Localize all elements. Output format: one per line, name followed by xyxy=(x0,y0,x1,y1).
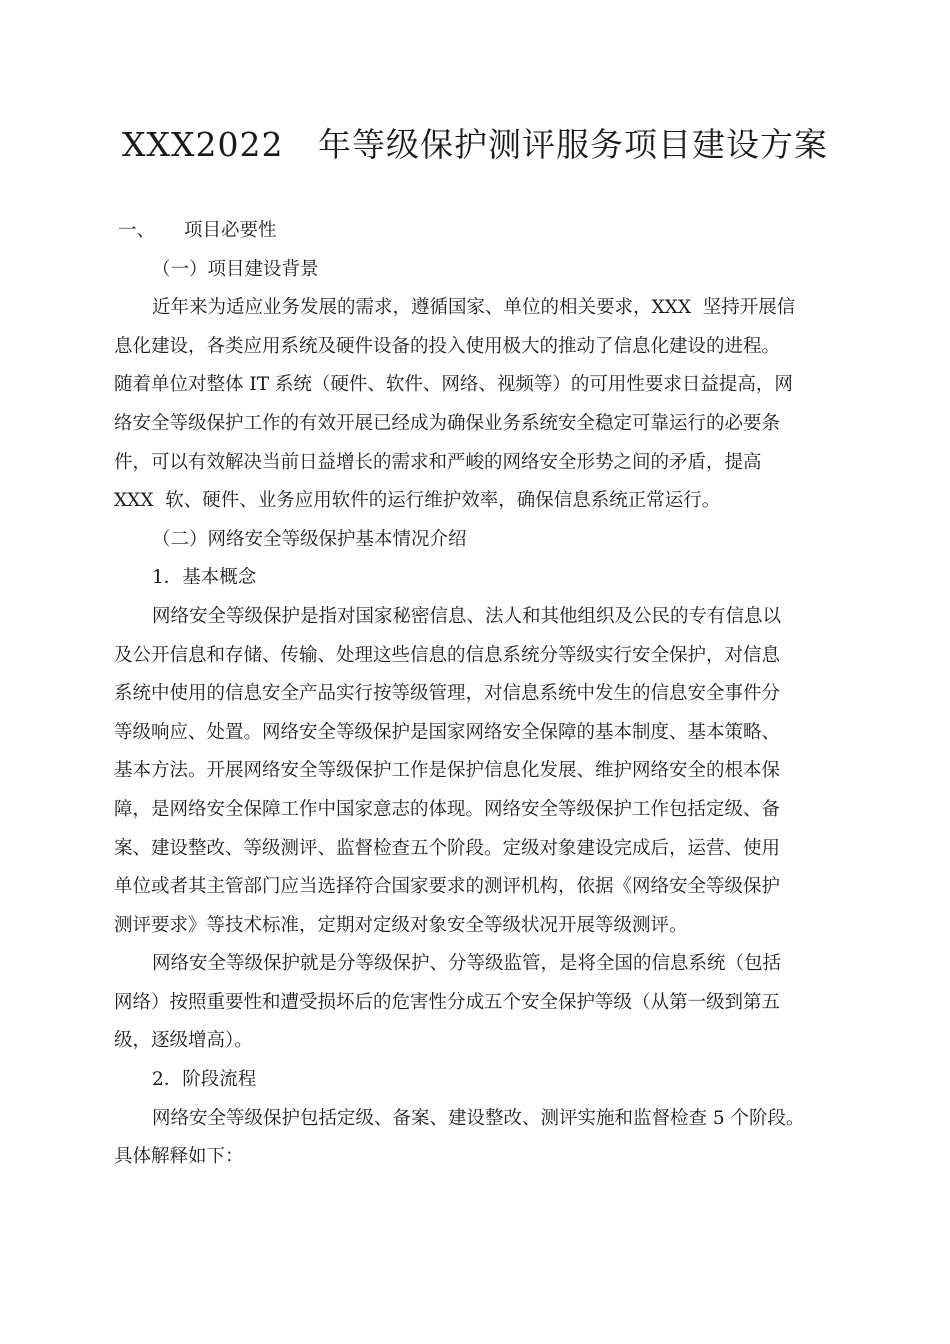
section-title: 项目必要性 xyxy=(184,220,277,241)
paragraph-line: 等级响应、处置。网络安全等级保护是国家网络安全保障的基本制度、基本策略、 xyxy=(114,721,781,743)
paragraph-line: 网络安全等级保护是指对国家秘密信息、法人和其他组织及公民的专有信息以 xyxy=(152,605,782,627)
item-heading-2: 2．阶段流程 xyxy=(152,1069,257,1091)
paragraph-line: 息化建设，各类应用系统及硬件设备的投入使用极大的推动了信息化建设的进程。 xyxy=(114,335,781,357)
paragraph-line: 障，是网络安全保障工作中国家意志的体现。网络安全等级保护工作包括定级、备 xyxy=(114,798,781,820)
paragraph-line: 系统中使用的信息安全产品实行按等级管理，对信息系统中发生的信息安全事件分 xyxy=(114,683,781,705)
paragraph-line: 随着单位对整体 IT 系统（硬件、软件、网络、视频等）的可用性要求日益提高，网 xyxy=(114,374,793,396)
item-heading-1: 1．基本概念 xyxy=(152,567,257,589)
paragraph-background xyxy=(114,289,824,521)
subsection-heading-1: （一）项目建设背景 xyxy=(152,258,319,280)
paragraph-line: 网络安全等级保护就是分等级保护、分等级监管，是将全国的信息系统（包括 xyxy=(152,953,782,975)
paragraph-line: 网络安全等级保护包括定级、备案、建设整改、测评实施和监督检查 5 个阶段。 xyxy=(152,1107,805,1129)
paragraph-stages xyxy=(114,1100,824,1177)
section-heading-1 xyxy=(114,212,824,251)
paragraph-line: 网络）按照重要性和遭受损坏后的危害性分成五个安全保护等级（从第一级到第五 xyxy=(114,991,781,1013)
paragraph-line: XXX 软、硬件、业务应用软件的运行维护效率，确保信息系统正常运行。 xyxy=(114,490,721,512)
paragraph-concept-2 xyxy=(114,945,824,1061)
subsection-heading-2: （二）网络安全等级保护基本情况介绍 xyxy=(152,528,467,550)
paragraph-line: 测评要求》等技术标准，定期对定级对象安全等级状况开展等级测评。 xyxy=(114,914,688,936)
paragraph-line: 近年来为适应业务发展的需求，遵循国家、单位的相关要求，XXX 坚持开展信 xyxy=(152,297,796,319)
paragraph-line: 及公开信息和存储、传输、处理这些信息的信息系统分等级实行安全保护，对信息 xyxy=(114,644,781,666)
document-title: XXX2022 年等级保护测评服务项目建设方案 xyxy=(122,125,828,164)
paragraph-line: 基本方法。开展网络安全等级保护工作是保护信息化发展、维护网络安全的根本保 xyxy=(114,760,781,782)
paragraph-line: 件，可以有效解决当前日益增长的需求和严峻的网络安全形势之间的矛盾，提高 xyxy=(114,451,762,473)
paragraph-line: 单位或者其主管部门应当选择符合国家要求的测评机构，依据《网络安全等级保护 xyxy=(114,876,781,898)
paragraph-line: 具体解释如下： xyxy=(114,1146,244,1168)
section-number: 一、 xyxy=(118,220,156,241)
paragraph-line: 案、建设整改、等级测评、监督检查五个阶段。定级对象建设完成后，运营、使用 xyxy=(114,837,781,859)
paragraph-concept-1 xyxy=(114,598,824,945)
paragraph-line: 络安全等级保护工作的有效开展已经成为确保业务系统安全稳定可靠运行的必要条 xyxy=(114,412,781,434)
document-body xyxy=(114,212,824,1177)
paragraph-line: 级，逐级增高）。 xyxy=(114,1030,253,1052)
